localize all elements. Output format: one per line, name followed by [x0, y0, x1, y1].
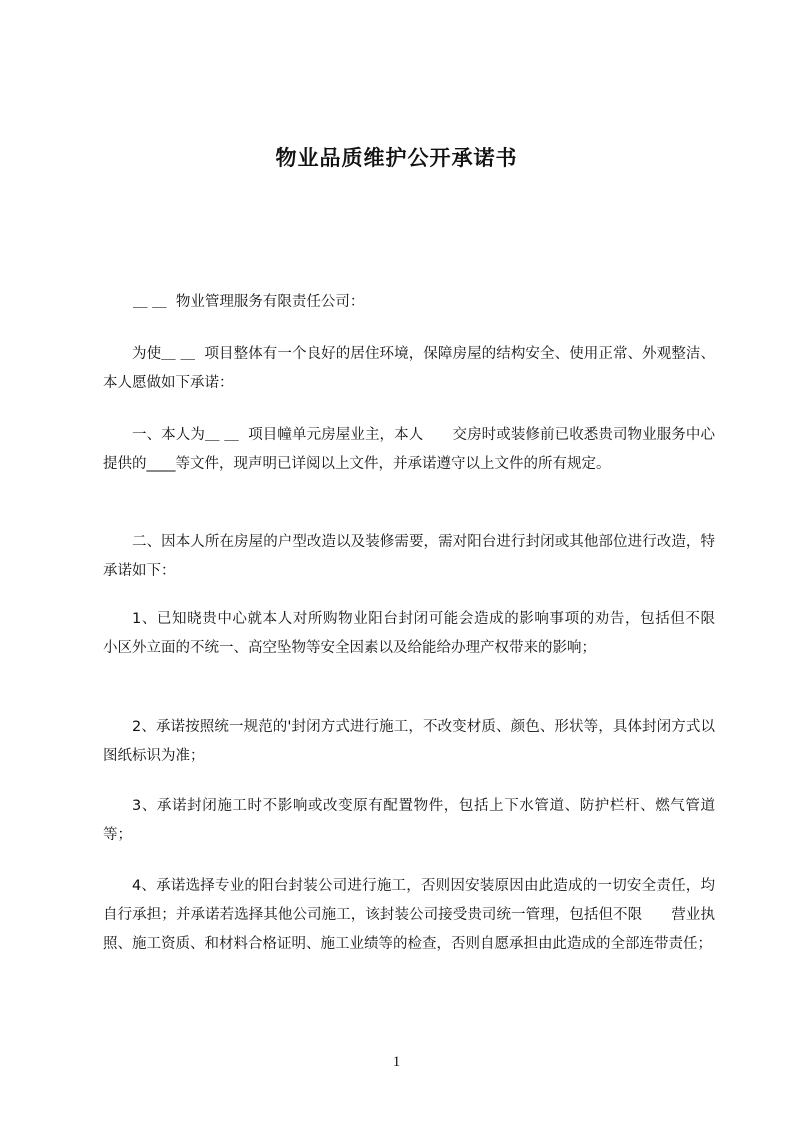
page-number: 1 — [392, 1054, 401, 1070]
commitment-item-2: 2、承诺按照统一规范的'封闭方式进行施工，不改变材质、颜色、形状等，具体封闭方式以 图纸标识为准； — [103, 719, 744, 764]
commitment-item-3: 3、承诺封闭施工时不影响或改变原有配置物件，包括上下水管道、防护栏杆、燃气管道等； — [103, 798, 715, 843]
commitment-item-4: 4、承诺选择专业的阳台封装公司进行施工，否则因安装原因由此造成的一切安全责任，均自行承担；并承诺若选择其他公司施工，该封装公司接受贵司统一管理，包括但不限 营业执照、施工资质、和材料合格证明、施工业绩等的检查，否则自愿承担由此造成的全部连带责任； — [103, 878, 715, 952]
document-title: 物业品质维护公开承诺书 — [275, 146, 518, 170]
commitment-item-1: 1、已知晓贵中心就本人对所购物业阳台封闭可能会造成的影响事项的劝告，包括但不限 小区外立面的不统一、高空坠物等安全因素以及给能给办理产权带来的影响； — [103, 611, 744, 656]
intro-paragraph: 为使＿ ＿ 项目整体有一个良好的居住环境，保障房屋的结构安全、使用正常、外观整洁、本人愿做如下承诺： — [103, 346, 715, 391]
commitment-section-one: 一、本人为＿ ＿ 项目幢单元房屋业主，本人 交房时或装修前已收悉贵司物业服务中心提供的____等文件，现声明已详阅以上文件，并承诺遵守以上文件的所有规定。 — [103, 427, 715, 472]
addressee-line: ＿ ＿ 物业管理服务有限责任公司： — [133, 294, 365, 310]
commitment-section-two: 二、因本人所在房屋的户型改造以及装修需要，需对阳台进行封闭或其他部位进行改造，特承诺如下： — [103, 534, 715, 579]
